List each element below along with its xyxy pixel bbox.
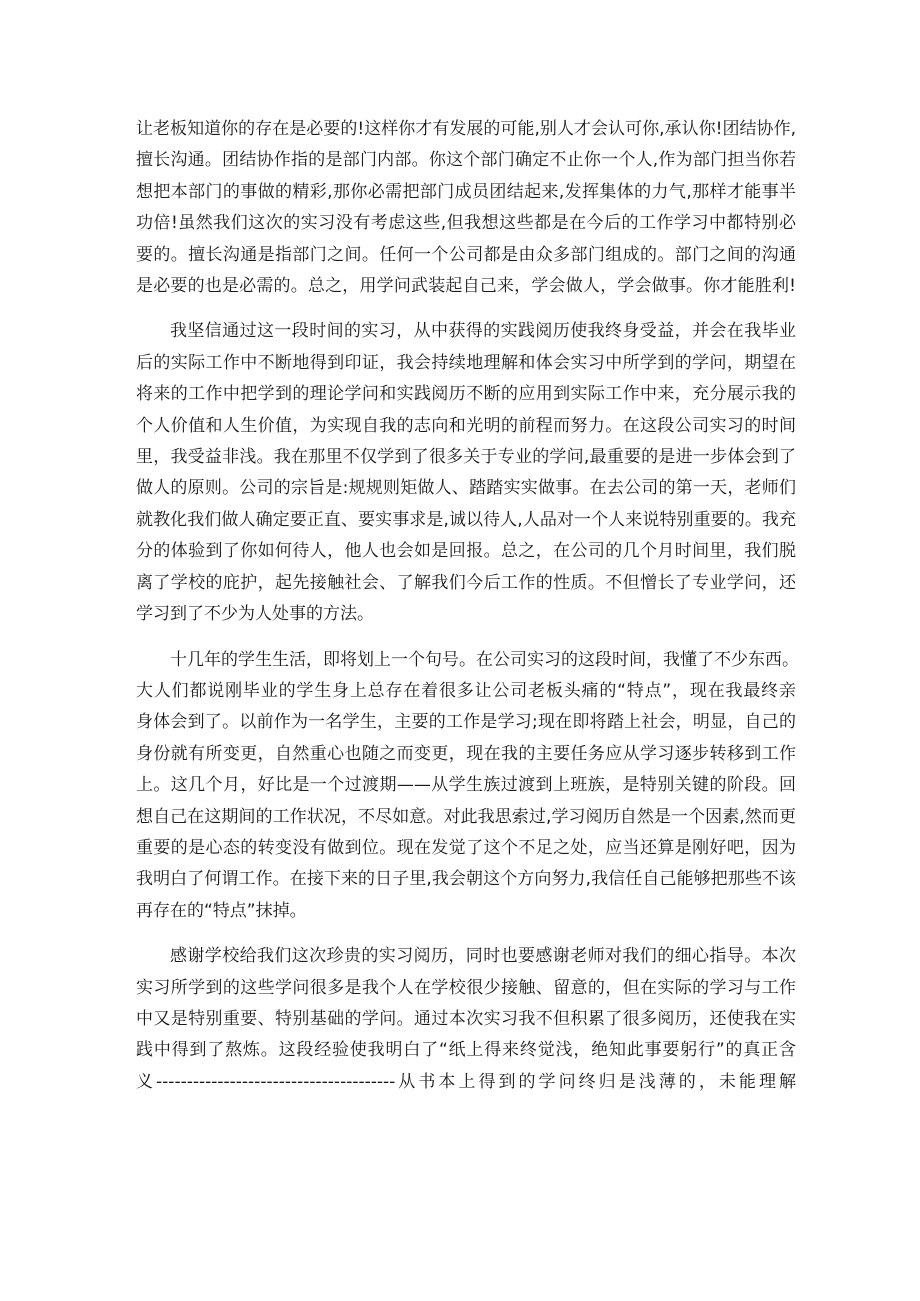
text-line: 重要的是心态的转变没有做到位。现在发觉了这个不足之处，应当还算是刚好吧，因为 [136,837,796,858]
document-page [136,114,799,1098]
text-line: 分的体验到了你如何待人，他人也会如是回报。总之，在公司的几个月时间里，我们脱 [136,541,796,562]
paragraph-2 [136,316,796,630]
text-line: 我坚信通过这一段时间的实习，从中获得的实践阅历使我终身受益，并会在我毕业 [170,321,796,342]
text-line: 身份就有所变更，自然重心也随之而变更，现在我的主要任务应从学习逐步转移到工作 [136,743,796,764]
text-line: 将来的工作中把学到的理论学问和实践阅历不断的应用到实际工作中来，充分展示我的 [136,384,796,405]
text-line: 做人的原则。公司的宗旨是:规规则矩做人、踏踏实实做事。在去公司的第一天，老师们 [136,478,796,499]
paragraph-1 [136,114,796,302]
text-line: 后的实际工作中不断地得到印证，我会持续地理解和体会实习中所学到的学问，期望在 [136,352,796,373]
text-line: 功倍!虽然我们这次的实习没有考虑这些,但我想这些都是在今后的工作学习中都特别必 [136,213,796,234]
text-line: 我明白了何谓工作。在接下来的日子里,我会朝这个方向努力,我信任自己能够把那些不该 [136,869,796,890]
text-line: 就教化我们做人确定要正直、要实事求是,诚以待人,人品对一个人来说特别重要的。我充 [136,509,796,530]
text-line: 十几年的学生生活，即将划上一个句号。在公司实习的这段时间，我懂了不少东西。 [170,649,799,670]
text-line: 擅长沟通。团结协作指的是部门内部。你这个部门确定不止你一个人,作为部门担当你若 [136,150,796,171]
text-line: 大人们都说刚毕业的学生身上总存在着很多让公司老板头痛的“特点”，现在我最终亲 [136,680,796,701]
text-line: 再存在的“特点”抹掉。 [136,900,307,921]
text-line: 中又是特别重要、特别基础的学问。通过本次实习我不但积累了很多阅历，还使我在实 [136,1008,796,1029]
text-line: 让老板知道你的存在是必要的!这样你才有发展的可能,别人才会认可你,承认你!团结协作, [136,119,796,139]
text-line: 个人价值和人生价值，为实现自我的志向和光明的前程而努力。在这段公司实习的时间 [136,415,796,436]
text-line: 践中得到了熬炼。这段经验使我明白了“纸上得来终觉浅，绝知此事要躬行”的真正含 [136,1040,796,1061]
text-line: 想把本部门的事做的精彩,那你必需把部门成员团结起来,发挥集体的力气,那样才能事半 [136,181,796,202]
text-line: 想自己在这期间的工作状况，不尽如意。对此我思索过,学习阅历自然是一个因素,然而更 [136,806,796,827]
text-line: 要的。擅长沟通是指部门之间。任何一个公司都是由众多部门组成的。部门之间的沟通 [136,244,796,265]
text-line: 是必要的也是必需的。总之，用学问武装起自己来，学会做人，学会做事。你才能胜利! [136,276,796,297]
text-line: 学习到了不少为人处事的方法。 [136,604,374,625]
text-line: 身体会到了。以前作为一名学生，主要的工作是学习;现在即将踏上社会，明显，自己的 [136,712,796,733]
text-line: 义---------------------------------------从书本上得到的学问终归是浅薄的，未能理解 [136,1071,796,1092]
text-line: 里，我受益非浅。我在那里不仅学到了很多关于专业的学问,最重要的是进一步体会到了 [136,447,796,468]
paragraph-3 [136,645,799,928]
text-line: 离了学校的庇护，起先接触社会、了解我们今后工作的性质。不但憎长了专业学问，还 [136,572,796,593]
text-line: 实习所学到的这些学问很多是我个人在学校很少接触、留意的，但在实际的学习与工作 [136,977,796,998]
text-line: 上。这几个月，好比是一个过渡期——从学生族过渡到上班族，是特别关键的阶段。回 [136,775,796,796]
text-line: 感谢学校给我们这次珍贵的实习阅历，同时也要感谢老师对我们的细心指导。本次 [170,946,796,967]
paragraph-4 [136,941,796,1098]
